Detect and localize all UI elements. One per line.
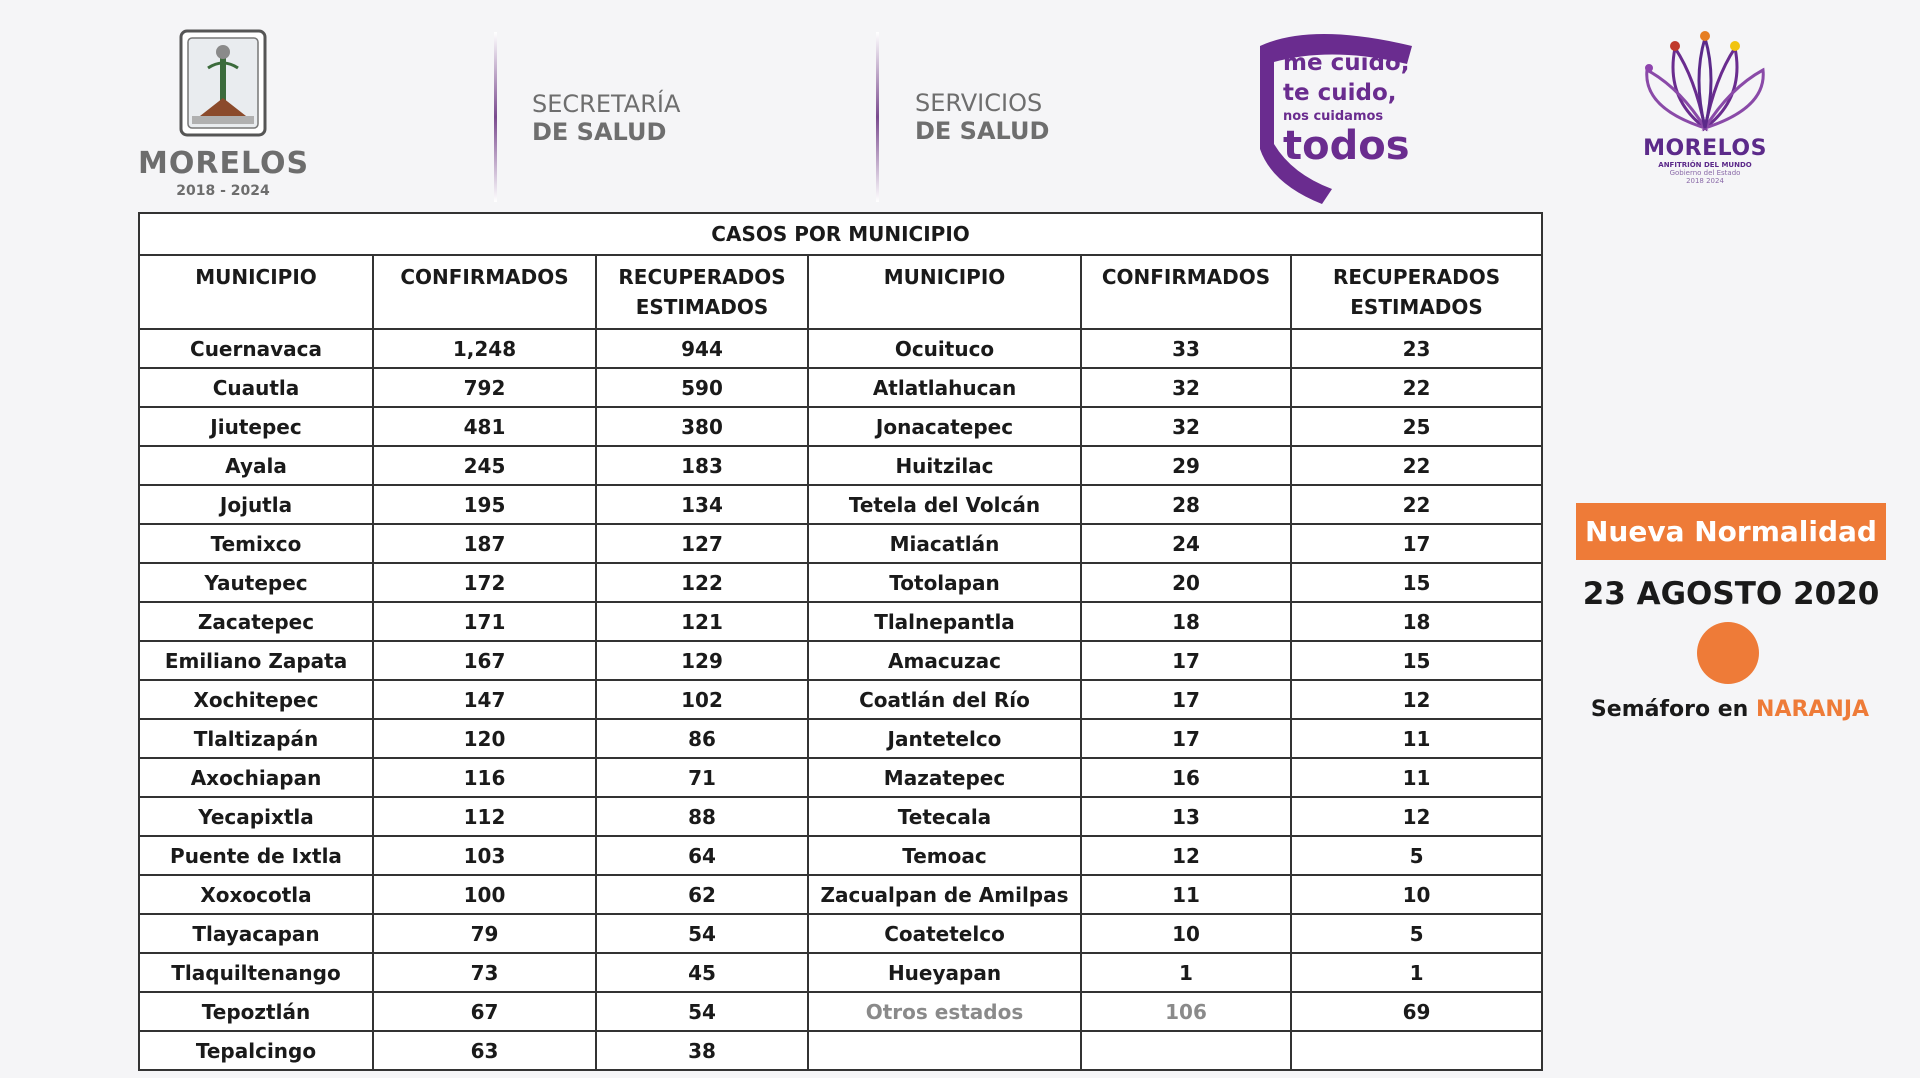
municipality-cell: Tlaltizapán bbox=[139, 719, 373, 758]
municipality-cell: Temoac bbox=[808, 836, 1081, 875]
confirmed-cell: 172 bbox=[373, 563, 596, 602]
confirmed-cell: 28 bbox=[1081, 485, 1291, 524]
recovered-cell: 15 bbox=[1291, 641, 1542, 680]
campaign-slogan bbox=[1283, 48, 1410, 169]
lotus-name: MORELOS bbox=[1643, 136, 1767, 161]
municipality-cell: Totolapan bbox=[808, 563, 1081, 602]
confirmed-cell: 18 bbox=[1081, 602, 1291, 641]
recovered-cell: 11 bbox=[1291, 719, 1542, 758]
lotus-tagline: ANFITRIÓN DEL MUNDO bbox=[1658, 161, 1752, 169]
confirmed-cell: 100 bbox=[373, 875, 596, 914]
confirmed-cell: 1 bbox=[1081, 953, 1291, 992]
confirmed-cell: 195 bbox=[373, 485, 596, 524]
recovered-cell: 54 bbox=[596, 992, 808, 1031]
campaign-line4: todos bbox=[1283, 123, 1410, 169]
recovered-cell: 127 bbox=[596, 524, 808, 563]
lotus-sub: Gobierno del Estado bbox=[1669, 169, 1741, 177]
municipality-cell: Tlaquiltenango bbox=[139, 953, 373, 992]
recovered-cell: 23 bbox=[1291, 329, 1542, 368]
municipality-cell: Tlalnepantla bbox=[808, 602, 1081, 641]
recovered-cell: 134 bbox=[596, 485, 808, 524]
table-row bbox=[139, 368, 1542, 407]
municipality-cell: Emiliano Zapata bbox=[139, 641, 373, 680]
cases-by-municipality-table bbox=[138, 212, 1543, 1071]
lotus-flower-icon bbox=[1635, 28, 1775, 140]
municipality-cell: Miacatlán bbox=[808, 524, 1081, 563]
municipality-cell: Tepoztlán bbox=[139, 992, 373, 1031]
campaign-line3: nos cuidamos bbox=[1283, 109, 1384, 124]
lotus-years: 2018 2024 bbox=[1686, 177, 1724, 185]
confirmed-cell: 103 bbox=[373, 836, 596, 875]
municipality-cell: Ayala bbox=[139, 446, 373, 485]
confirmed-cell: 67 bbox=[373, 992, 596, 1031]
campaign-line1: me cuido, bbox=[1283, 50, 1410, 76]
recovered-cell bbox=[1291, 1031, 1542, 1070]
municipality-cell bbox=[808, 1031, 1081, 1070]
recovered-cell: 71 bbox=[596, 758, 808, 797]
recovered-cell: 64 bbox=[596, 836, 808, 875]
servicios-salud-label bbox=[915, 89, 1049, 145]
recovered-cell: 22 bbox=[1291, 368, 1542, 407]
confirmed-cell: 73 bbox=[373, 953, 596, 992]
recovered-cell: 380 bbox=[596, 407, 808, 446]
municipality-cell: Atlatlahucan bbox=[808, 368, 1081, 407]
header-divider bbox=[494, 32, 497, 202]
municipality-cell: Puente de Ixtla bbox=[139, 836, 373, 875]
semaforo-status bbox=[1560, 697, 1900, 722]
recovered-cell: 12 bbox=[1291, 797, 1542, 836]
dept1-line2: DE SALUD bbox=[532, 118, 667, 146]
confirmed-cell: 11 bbox=[1081, 875, 1291, 914]
table-row bbox=[139, 719, 1542, 758]
municipality-cell: Zacatepec bbox=[139, 602, 373, 641]
municipality-cell: Jiutepec bbox=[139, 407, 373, 446]
recovered-cell: 183 bbox=[596, 446, 808, 485]
column-header: RECUPERADOS ESTIMADOS bbox=[1291, 255, 1542, 329]
table-row bbox=[139, 836, 1542, 875]
recovered-cell: 62 bbox=[596, 875, 808, 914]
confirmed-cell: 29 bbox=[1081, 446, 1291, 485]
table-row bbox=[139, 329, 1542, 368]
table-row bbox=[139, 1031, 1542, 1070]
confirmed-cell: 1,248 bbox=[373, 329, 596, 368]
municipality-cell: Zacualpan de Amilpas bbox=[808, 875, 1081, 914]
campaign-line2: te cuido, bbox=[1283, 80, 1397, 106]
confirmed-cell: 10 bbox=[1081, 914, 1291, 953]
recovered-cell: 22 bbox=[1291, 485, 1542, 524]
municipality-cell: Cuernavaca bbox=[139, 329, 373, 368]
municipality-cell: Tetela del Volcán bbox=[808, 485, 1081, 524]
municipality-cell: Temixco bbox=[139, 524, 373, 563]
confirmed-cell: 792 bbox=[373, 368, 596, 407]
table-body bbox=[139, 329, 1542, 1070]
state-years: 2018 - 2024 bbox=[176, 183, 270, 199]
recovered-cell: 25 bbox=[1291, 407, 1542, 446]
confirmed-cell: 171 bbox=[373, 602, 596, 641]
municipality-cell: Xochitepec bbox=[139, 680, 373, 719]
recovered-cell: 10 bbox=[1291, 875, 1542, 914]
recovered-cell: 17 bbox=[1291, 524, 1542, 563]
table-row bbox=[139, 914, 1542, 953]
recovered-cell: 38 bbox=[596, 1031, 808, 1070]
municipality-cell: Tepalcingo bbox=[139, 1031, 373, 1070]
municipality-cell: Hueyapan bbox=[808, 953, 1081, 992]
recovered-cell: 1 bbox=[1291, 953, 1542, 992]
recovered-cell: 590 bbox=[596, 368, 808, 407]
recovered-cell: 122 bbox=[596, 563, 808, 602]
confirmed-cell bbox=[1081, 1031, 1291, 1070]
recovered-cell: 12 bbox=[1291, 680, 1542, 719]
confirmed-cell: 147 bbox=[373, 680, 596, 719]
semaforo-color-word: NARANJA bbox=[1756, 697, 1870, 722]
nueva-normalidad-banner: Nueva Normalidad bbox=[1576, 503, 1886, 560]
municipality-cell: Jonacatepec bbox=[808, 407, 1081, 446]
municipality-cell: Yautepec bbox=[139, 563, 373, 602]
confirmed-cell: 79 bbox=[373, 914, 596, 953]
table-row bbox=[139, 524, 1542, 563]
municipality-cell: Huitzilac bbox=[808, 446, 1081, 485]
recovered-cell: 54 bbox=[596, 914, 808, 953]
municipality-cell: Mazatepec bbox=[808, 758, 1081, 797]
municipality-cell: Tetecala bbox=[808, 797, 1081, 836]
table-row bbox=[139, 680, 1542, 719]
recovered-cell: 5 bbox=[1291, 836, 1542, 875]
recovered-cell: 15 bbox=[1291, 563, 1542, 602]
recovered-cell: 88 bbox=[596, 797, 808, 836]
recovered-cell: 944 bbox=[596, 329, 808, 368]
confirmed-cell: 481 bbox=[373, 407, 596, 446]
morelos-state-logo bbox=[138, 28, 308, 208]
recovered-cell: 45 bbox=[596, 953, 808, 992]
state-seal-icon bbox=[178, 28, 268, 138]
semaforo-prefix: Semáforo en bbox=[1590, 697, 1749, 722]
municipality-cell: Otros estados bbox=[808, 992, 1081, 1031]
confirmed-cell: 13 bbox=[1081, 797, 1291, 836]
municipality-cell: Amacuzac bbox=[808, 641, 1081, 680]
semaforo-indicator bbox=[1697, 622, 1759, 684]
municipality-cell: Coatetelco bbox=[808, 914, 1081, 953]
column-header: MUNICIPIO bbox=[808, 255, 1081, 329]
secretaria-salud-label bbox=[532, 90, 680, 146]
confirmed-cell: 12 bbox=[1081, 836, 1291, 875]
table-row bbox=[139, 485, 1542, 524]
confirmed-cell: 20 bbox=[1081, 563, 1291, 602]
municipality-cell: Tlayacapan bbox=[139, 914, 373, 953]
confirmed-cell: 112 bbox=[373, 797, 596, 836]
table-header-row bbox=[139, 255, 1542, 329]
recovered-cell: 18 bbox=[1291, 602, 1542, 641]
municipality-cell: Yecapixtla bbox=[139, 797, 373, 836]
municipality-cell: Xoxocotla bbox=[139, 875, 373, 914]
confirmed-cell: 167 bbox=[373, 641, 596, 680]
municipality-cell: Coatlán del Río bbox=[808, 680, 1081, 719]
table-title: CASOS POR MUNICIPIO bbox=[139, 213, 1542, 255]
confirmed-cell: 17 bbox=[1081, 680, 1291, 719]
morelos-government-logo bbox=[1630, 28, 1780, 208]
table-row bbox=[139, 758, 1542, 797]
municipality-cell: Cuautla bbox=[139, 368, 373, 407]
confirmed-cell: 32 bbox=[1081, 407, 1291, 446]
dept1-line1: SECRETARÍA bbox=[532, 90, 681, 118]
recovered-cell: 22 bbox=[1291, 446, 1542, 485]
confirmed-cell: 187 bbox=[373, 524, 596, 563]
municipality-cell: Ocuituco bbox=[808, 329, 1081, 368]
recovered-cell: 86 bbox=[596, 719, 808, 758]
table-row bbox=[139, 992, 1542, 1031]
column-header: CONFIRMADOS bbox=[373, 255, 596, 329]
column-header: MUNICIPIO bbox=[139, 255, 373, 329]
column-header: CONFIRMADOS bbox=[1081, 255, 1291, 329]
confirmed-cell: 32 bbox=[1081, 368, 1291, 407]
recovered-cell: 102 bbox=[596, 680, 808, 719]
table-row bbox=[139, 407, 1542, 446]
confirmed-cell: 245 bbox=[373, 446, 596, 485]
recovered-cell: 5 bbox=[1291, 914, 1542, 953]
confirmed-cell: 24 bbox=[1081, 524, 1291, 563]
municipality-cell: Jojutla bbox=[139, 485, 373, 524]
dept2-line1: SERVICIOS bbox=[915, 89, 1043, 117]
table-row bbox=[139, 797, 1542, 836]
municipality-cell: Jantetelco bbox=[808, 719, 1081, 758]
recovered-cell: 129 bbox=[596, 641, 808, 680]
table-row bbox=[139, 602, 1542, 641]
confirmed-cell: 116 bbox=[373, 758, 596, 797]
recovered-cell: 69 bbox=[1291, 992, 1542, 1031]
confirmed-cell: 106 bbox=[1081, 992, 1291, 1031]
column-header: RECUPERADOS ESTIMADOS bbox=[596, 255, 808, 329]
report-date: 23 AGOSTO 2020 bbox=[1582, 576, 1880, 612]
confirmed-cell: 120 bbox=[373, 719, 596, 758]
page-header bbox=[0, 0, 1920, 210]
confirmed-cell: 63 bbox=[373, 1031, 596, 1070]
recovered-cell: 11 bbox=[1291, 758, 1542, 797]
table-row bbox=[139, 953, 1542, 992]
state-name: MORELOS bbox=[138, 146, 310, 181]
table-row bbox=[139, 446, 1542, 485]
confirmed-cell: 17 bbox=[1081, 641, 1291, 680]
confirmed-cell: 16 bbox=[1081, 758, 1291, 797]
table-row bbox=[139, 875, 1542, 914]
confirmed-cell: 33 bbox=[1081, 329, 1291, 368]
municipality-cell: Axochiapan bbox=[139, 758, 373, 797]
dept2-line2: DE SALUD bbox=[915, 117, 1050, 145]
table-row bbox=[139, 641, 1542, 680]
table-row bbox=[139, 563, 1542, 602]
header-divider bbox=[876, 32, 879, 202]
recovered-cell: 121 bbox=[596, 602, 808, 641]
confirmed-cell: 17 bbox=[1081, 719, 1291, 758]
